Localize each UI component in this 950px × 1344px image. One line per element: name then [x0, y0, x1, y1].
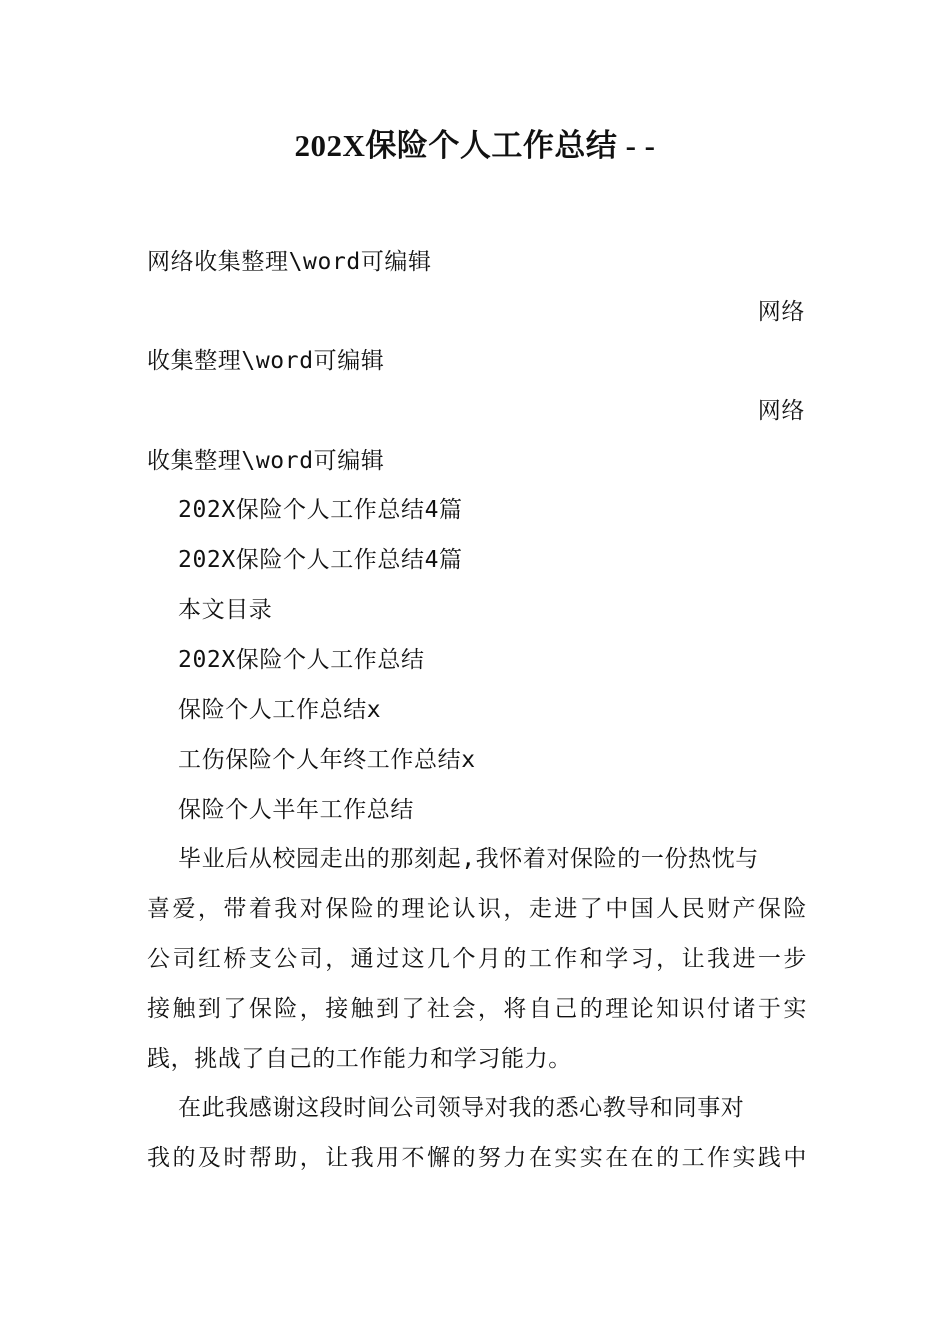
- body-paragraph-line: 我的及时帮助，让我用不懈的努力在实实在在的工作实践中: [147, 1145, 807, 1171]
- toc-item: 保险个人半年工作总结: [178, 797, 414, 823]
- body-paragraph-line: 接触到了保险，接触到了社会，将自己的理论知识付诸于实: [147, 996, 807, 1022]
- body-paragraph-line: 公司红桥支公司，通过这几个月的工作和学习，让我进一步: [147, 946, 807, 972]
- source-note-line: 收集整理\word可编辑: [147, 448, 385, 474]
- body-paragraph-line: 践，挑战了自己的工作能力和学习能力。: [147, 1046, 572, 1072]
- toc-item: 202X保险个人工作总结: [178, 647, 425, 673]
- section-heading: 202X保险个人工作总结4篇: [178, 497, 463, 523]
- section-heading: 202X保险个人工作总结4篇: [178, 547, 463, 573]
- source-note-line: 网络: [757, 299, 805, 325]
- document-title: 202X保险个人工作总结 - -: [294, 128, 656, 163]
- source-note-line: 收集整理\word可编辑: [147, 348, 385, 374]
- body-paragraph-line: 在此我感谢这段时间公司领导对我的悉心教导和同事对: [178, 1095, 745, 1121]
- toc-item: 工伤保险个人年终工作总结x: [178, 747, 476, 773]
- toc-item: 保险个人工作总结x: [178, 697, 382, 723]
- body-paragraph-line: 喜爱，带着我对保险的理论认识，走进了中国人民财产保险: [147, 896, 807, 922]
- table-of-contents-heading: 本文目录: [178, 597, 273, 623]
- source-note-line: 网络: [757, 398, 805, 424]
- body-paragraph-line: 毕业后从校园走出的那刻起,我怀着对保险的一份热忱与: [178, 846, 759, 872]
- source-note-line: 网络收集整理\word可编辑: [147, 249, 432, 275]
